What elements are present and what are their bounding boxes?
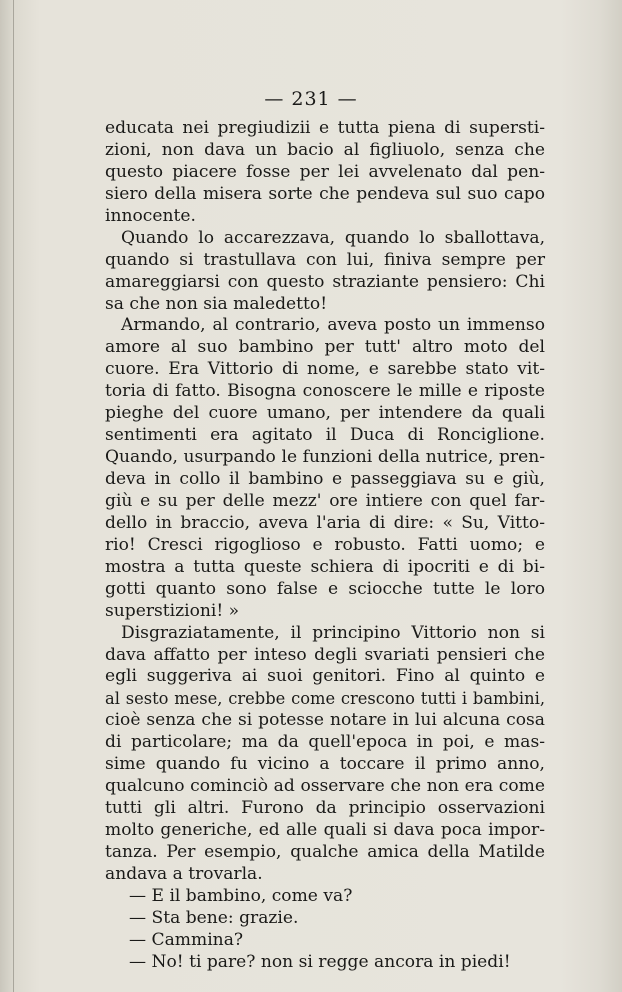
text-line: molto generiche, ed alle quali si dava poca impor- xyxy=(105,820,545,840)
text-line: sa che non sia maledetto! xyxy=(105,293,328,314)
page-number: — 231 — xyxy=(264,88,358,110)
text-line: di particolare; ma da quell'epoca in poi, e mas- xyxy=(105,732,545,753)
text-line: quando si trastullava con lui, finiva sempre per xyxy=(105,249,545,270)
body-text xyxy=(105,118,545,974)
text-line: Quando lo accarezzava, quando lo sballottava, xyxy=(121,227,545,248)
text-line: deva in collo il bambino e passeggiava su e giù, xyxy=(105,469,545,489)
text-line: amore al suo bambino per tutt' altro moto del xyxy=(105,337,545,358)
dialogue-line: — E il bambino, come va? xyxy=(129,885,353,906)
text-line: toria di fatto. Bisogna conoscere le mille e riposte xyxy=(105,381,545,402)
text-line: innocente. xyxy=(105,205,196,226)
text-line: qualcuno cominciò ad osservare che non era come xyxy=(105,776,545,797)
text-line: Quando, usurpando le funzioni della nutrice, pren- xyxy=(105,447,545,468)
text-line: tanza. Per esempio, qualche amica della Matilde xyxy=(105,841,545,862)
text-line: amareggiarsi con questo straziante pensiero: Chi xyxy=(105,271,545,292)
text-line: egli suggeriva ai suoi genitori. Fino al quinto e xyxy=(105,666,545,687)
text-line: al sesto mese, crebbe come crescono tutti i bambini, xyxy=(105,689,545,709)
text-line: mostra a tutta queste schiera di ipocriti e di bi- xyxy=(105,556,545,577)
text-line: tutti gli altri. Furono da principio osservazioni xyxy=(105,798,545,819)
text-line: siero della misera sorte che pendeva sul suo capo xyxy=(105,183,545,204)
text-line: zioni, non dava un bacio al figliuolo, senza che xyxy=(105,139,545,160)
text-line: andava a trovarla. xyxy=(105,863,263,884)
text-line: cioè senza che si potesse notare in lui alcuna cosa xyxy=(105,710,545,731)
text-line: giù e su per delle mezz' ore intiere con quel far- xyxy=(105,490,545,511)
text-line: cuore. Era Vittorio di nome, e sarebbe stato vit- xyxy=(105,359,545,380)
text-line: dello in braccio, aveva l'aria di dire: « Su, Vitto- xyxy=(105,512,545,533)
page-gutter-edge xyxy=(13,0,14,992)
text-line: sime quando fu vicino a toccare il primo anno, xyxy=(105,754,545,775)
dialogue-line: — No! ti pare? non si regge ancora in piedi! xyxy=(129,951,511,972)
dialogue-line: — Cammina? xyxy=(129,929,244,950)
text-line: dava affatto per inteso degli svariati pensieri che xyxy=(105,644,545,665)
text-line: Armando, al contrario, aveva posto un immenso xyxy=(121,315,545,336)
text-line: superstizioni! » xyxy=(105,600,240,621)
dialogue-line: — Sta bene: grazie. xyxy=(129,907,299,928)
text-line: pieghe del cuore umano, per intendere da quali xyxy=(105,403,545,424)
text-line: educata nei pregiudizii e tutta piena di supersti- xyxy=(105,118,545,138)
text-line: Disgraziatamente, il principino Vittorio non si xyxy=(121,622,545,643)
text-line: sentimenti era agitato il Duca di Ronciglione. xyxy=(105,425,545,446)
text-line: gotti quanto sono false e sciocche tutte le loro xyxy=(105,578,545,599)
text-line: rio! Cresci rigoglioso e robusto. Fatti uomo; e xyxy=(105,534,545,555)
text-line: questo piacere fosse per lei avvelenato dal pen- xyxy=(105,161,545,182)
